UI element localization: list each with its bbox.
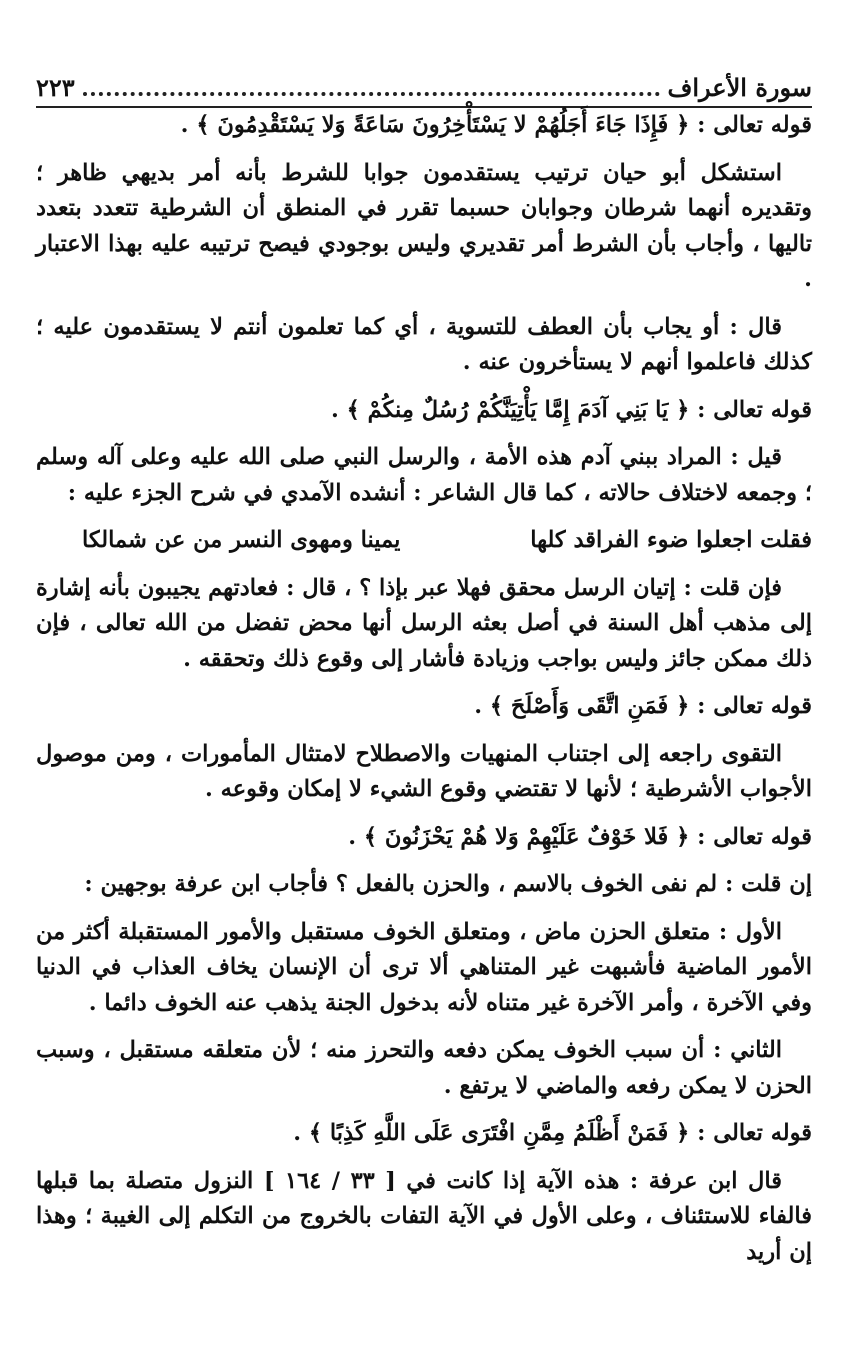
commentary-paragraph: الأول : متعلق الحزن ماض ، ومتعلق الخوف مستقبل والأمور المستقبلة أكثر من الأمور الماضية فأشبهت غير المتناهي ألا ترى أن الإنسان يخاف العذاب في الدنيا وفي الآخرة ، وأمر الآخرة غير متناه لأنه بدخول الجنة يذهب عنه الخوف دائما . [36,918,812,1016]
poem-second-hemistich: يمينا ومهوى النسر من عن شمالكا [82,527,401,553]
commentary-paragraph: قال ابن عرفة : هذه الآية إذا كانت في [ ٣٣ / ١٦٤ ] النزول متصلة بما قبلها فالفاء للاستئناف ، وعلى الأول في الآية التفات بالخروج من التكلم إلى الغيبة ؛ وهذا إن أريد [36,1167,812,1265]
verse-heading: قوله تعالى : ﴿ فَإِذَا جَاءَ أَجَلُهُمْ لا يَسْتَأْخِرُونَ سَاعَةً وَلا يَسْتَقْدِمُونَ ﴾ . [180,112,812,138]
verse-heading: قوله تعالى : ﴿ فَلا خَوْفٌ عَلَيْهِمْ وَلا هُمْ يَحْزَنُونَ ﴾ . [348,823,812,850]
verse-heading: قوله تعالى : ﴿ فَمَنْ أَظْلَمُ مِمَّنِ افْتَرَى عَلَى اللَّهِ كَذِبًا ﴾ . [293,1120,812,1146]
running-header [36,62,812,108]
commentary-paragraph: استشكل أبو حيان ترتيب يستقدمون جوابا للشرط بأنه أمر بديهي ظاهر ؛ وتقديره أنهما شرطان وجوابان حسبما تقرر في المنطق أن الشرطية تتعدد بتعدد تاليها ، وأجاب بأن الشرط أمر تقديري وليس بوجودي فيصح ترتيبه عليه بهذا الاعتبار . [36,159,812,292]
page-body [36,108,812,1282]
header-dots-leader [83,88,660,96]
poem-first-hemistich: فقلت اجعلوا ضوء الفراقد كلها [530,527,812,553]
commentary-paragraph: إن قلت : لم نفى الخوف بالاسم ، والحزن بالفعل ؟ فأجاب ابن عرفة بوجهين : [84,871,812,897]
verse-heading: قوله تعالى : ﴿ يَا بَنِي آدَمَ إِمَّا يَأْتِيَنَّكُمْ رُسُلٌ مِنكُمْ ﴾ . [330,396,812,423]
commentary-paragraph: قيل : المراد ببني آدم هذه الأمة ، والرسل النبي صلى الله عليه وعلى آله وسلم ؛ وجمعه لاختلاف حالاته ، كما قال الشاعر : أنشده الآمدي في شرح الجزء عليه : [36,444,812,506]
poem-verse [36,523,812,559]
verse-heading: قوله تعالى : ﴿ فَمَنِ اتَّقَى وَأَصْلَحَ ﴾ . [474,693,812,719]
commentary-paragraph: التقوى راجعه إلى اجتناب المنهيات والاصطلاح لامتثال المأمورات ، ومن موصول الأجواب الأشرطية ؛ لأنها لا تقتضي وقوع الشيء لا إمكان وقوعه . [36,740,812,802]
commentary-paragraph: قال : أو يجاب بأن العطف للتسوية ، أي كما تعلمون أنتم لا يستقدمون عليه ؛ كذلك فاعلموا أنهم لا يستأخرون عنه . [36,313,812,375]
page-number: ٢٢٣ [36,73,75,102]
surah-title: سورة الأعراف [667,73,812,102]
commentary-paragraph: الثاني : أن سبب الخوف يمكن دفعه والتحرز منه ؛ لأن متعلقه مستقبل ، وسبب الحزن لا يمكن رفعه والماضي لا يرتفع . [36,1037,812,1099]
commentary-paragraph: فإن قلت : إتيان الرسل محقق فهلا عبر بإذا ؟ ، قال : فعادتهم يجيبون بأنه إشارة إلى مذهب أهل السنة في أصل بعثه الرسل أنها محض تفضل من الله تعالى ، فإن ذلك ممكن جائز وليس بواجب وزيادة فأشار إلى وقوع ذلك وتحققه . [36,574,812,672]
